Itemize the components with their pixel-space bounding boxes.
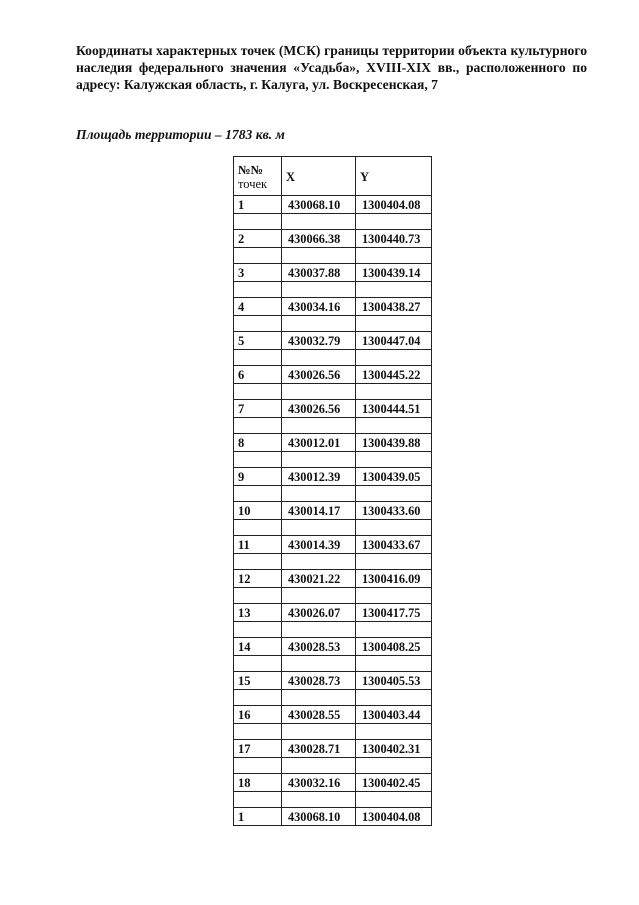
spacer-row — [234, 418, 432, 434]
empty-cell — [356, 316, 432, 332]
empty-cell — [234, 282, 282, 298]
y-coordinate-cell: 1300439.05 — [356, 468, 432, 486]
point-number-cell: 1 — [234, 808, 282, 826]
x-coordinate-cell: 430028.55 — [282, 706, 356, 724]
coordinates-table-body — [234, 157, 432, 826]
empty-cell — [282, 588, 356, 604]
spacer-row — [234, 282, 432, 298]
table-row — [234, 298, 432, 316]
empty-cell — [356, 792, 432, 808]
x-coordinate-cell: 430032.79 — [282, 332, 356, 350]
x-coordinate-cell: 430068.10 — [282, 196, 356, 214]
spacer-row — [234, 214, 432, 230]
empty-cell — [282, 724, 356, 740]
empty-cell — [282, 554, 356, 570]
empty-cell — [356, 248, 432, 264]
table-row — [234, 502, 432, 520]
empty-cell — [282, 622, 356, 638]
spacer-row — [234, 384, 432, 400]
table-row — [234, 230, 432, 248]
point-number-cell: 13 — [234, 604, 282, 622]
empty-cell — [356, 350, 432, 366]
point-number-cell: 1 — [234, 196, 282, 214]
empty-cell — [282, 248, 356, 264]
point-number-cell: 10 — [234, 502, 282, 520]
empty-cell — [234, 418, 282, 434]
empty-cell — [356, 214, 432, 230]
empty-cell — [356, 452, 432, 468]
table-row — [234, 638, 432, 656]
y-coordinate-cell: 1300403.44 — [356, 706, 432, 724]
y-coordinate-cell: 1300402.45 — [356, 774, 432, 792]
spacer-row — [234, 350, 432, 366]
table-row — [234, 536, 432, 554]
table-row — [234, 672, 432, 690]
empty-cell — [282, 418, 356, 434]
y-coordinate-cell: 1300438.27 — [356, 298, 432, 316]
x-coordinate-cell: 430028.71 — [282, 740, 356, 758]
empty-cell — [282, 486, 356, 502]
table-row — [234, 468, 432, 486]
y-coordinate-cell: 1300433.67 — [356, 536, 432, 554]
empty-cell — [234, 588, 282, 604]
point-number-cell: 5 — [234, 332, 282, 350]
table-row — [234, 604, 432, 622]
empty-cell — [282, 316, 356, 332]
point-number-cell: 9 — [234, 468, 282, 486]
y-coordinate-cell: 1300408.25 — [356, 638, 432, 656]
point-number-cell: 12 — [234, 570, 282, 588]
y-coordinate-cell: 1300439.88 — [356, 434, 432, 452]
x-coordinate-cell: 430028.73 — [282, 672, 356, 690]
spacer-row — [234, 690, 432, 706]
x-coordinate-cell: 430026.56 — [282, 366, 356, 384]
point-number-cell: 8 — [234, 434, 282, 452]
empty-cell — [356, 724, 432, 740]
spacer-row — [234, 792, 432, 808]
header-x: X — [282, 157, 356, 196]
x-coordinate-cell: 430014.17 — [282, 502, 356, 520]
empty-cell — [234, 792, 282, 808]
point-number-cell: 17 — [234, 740, 282, 758]
point-number-cell: 11 — [234, 536, 282, 554]
y-coordinate-cell: 1300417.75 — [356, 604, 432, 622]
empty-cell — [234, 690, 282, 706]
empty-cell — [234, 554, 282, 570]
spacer-row — [234, 486, 432, 502]
empty-cell — [234, 452, 282, 468]
empty-cell — [356, 282, 432, 298]
table-row — [234, 264, 432, 282]
empty-cell — [282, 690, 356, 706]
empty-cell — [356, 588, 432, 604]
header-point-number-line1: №№ — [238, 163, 264, 177]
header-point-number — [234, 157, 282, 196]
y-coordinate-cell: 1300416.09 — [356, 570, 432, 588]
y-coordinate-cell: 1300444.51 — [356, 400, 432, 418]
table-row — [234, 400, 432, 418]
point-number-cell: 7 — [234, 400, 282, 418]
point-number-cell: 18 — [234, 774, 282, 792]
x-coordinate-cell: 430021.22 — [282, 570, 356, 588]
empty-cell — [234, 486, 282, 502]
table-header-row — [234, 157, 432, 196]
empty-cell — [282, 384, 356, 400]
y-coordinate-cell: 1300433.60 — [356, 502, 432, 520]
empty-cell — [234, 724, 282, 740]
table-row — [234, 774, 432, 792]
y-coordinate-cell: 1300404.08 — [356, 196, 432, 214]
empty-cell — [234, 316, 282, 332]
table-row — [234, 740, 432, 758]
empty-cell — [282, 792, 356, 808]
empty-cell — [356, 656, 432, 672]
empty-cell — [234, 758, 282, 774]
header-y: Y — [356, 157, 432, 196]
spacer-row — [234, 248, 432, 264]
empty-cell — [356, 554, 432, 570]
empty-cell — [356, 622, 432, 638]
empty-cell — [282, 214, 356, 230]
point-number-cell: 2 — [234, 230, 282, 248]
empty-cell — [282, 758, 356, 774]
empty-cell — [234, 248, 282, 264]
x-coordinate-cell: 430014.39 — [282, 536, 356, 554]
spacer-row — [234, 656, 432, 672]
table-row — [234, 808, 432, 826]
x-coordinate-cell: 430068.10 — [282, 808, 356, 826]
point-number-cell: 14 — [234, 638, 282, 656]
territory-area: Площадь территории – 1783 кв. м — [76, 127, 285, 142]
table-row — [234, 366, 432, 384]
empty-cell — [234, 520, 282, 536]
table-row — [234, 570, 432, 588]
y-coordinate-cell: 1300405.53 — [356, 672, 432, 690]
spacer-row — [234, 758, 432, 774]
table-row — [234, 196, 432, 214]
y-coordinate-cell: 1300439.14 — [356, 264, 432, 282]
empty-cell — [282, 282, 356, 298]
empty-cell — [282, 350, 356, 366]
spacer-row — [234, 520, 432, 536]
spacer-row — [234, 588, 432, 604]
empty-cell — [234, 214, 282, 230]
spacer-row — [234, 316, 432, 332]
x-coordinate-cell: 430026.56 — [282, 400, 356, 418]
empty-cell — [234, 384, 282, 400]
empty-cell — [282, 452, 356, 468]
empty-cell — [356, 758, 432, 774]
point-number-cell: 15 — [234, 672, 282, 690]
y-coordinate-cell: 1300440.73 — [356, 230, 432, 248]
empty-cell — [234, 350, 282, 366]
x-coordinate-cell: 430066.38 — [282, 230, 356, 248]
table-row — [234, 434, 432, 452]
spacer-row — [234, 622, 432, 638]
x-coordinate-cell: 430012.01 — [282, 434, 356, 452]
table-row — [234, 332, 432, 350]
point-number-cell: 6 — [234, 366, 282, 384]
spacer-row — [234, 452, 432, 468]
x-coordinate-cell: 430037.88 — [282, 264, 356, 282]
document-heading: Координаты характерных точек (МСК) границы территории объекта культурного наследия федерального значения «Усадьба», XVIII-XIX вв., расположенного по адресу: Калужская область, г. Калуга, ул. Воскресенская, 7 — [76, 43, 587, 92]
spacer-row — [234, 554, 432, 570]
spacer-row — [234, 724, 432, 740]
x-coordinate-cell: 430026.07 — [282, 604, 356, 622]
point-number-cell: 3 — [234, 264, 282, 282]
x-coordinate-cell: 430032.16 — [282, 774, 356, 792]
empty-cell — [234, 622, 282, 638]
coordinates-table — [233, 156, 432, 826]
empty-cell — [234, 656, 282, 672]
y-coordinate-cell: 1300445.22 — [356, 366, 432, 384]
empty-cell — [282, 656, 356, 672]
x-coordinate-cell: 430034.16 — [282, 298, 356, 316]
empty-cell — [356, 520, 432, 536]
table-row — [234, 706, 432, 724]
empty-cell — [356, 418, 432, 434]
y-coordinate-cell: 1300404.08 — [356, 808, 432, 826]
empty-cell — [356, 690, 432, 706]
y-coordinate-cell: 1300402.31 — [356, 740, 432, 758]
header-point-number-line2: точек — [238, 177, 268, 191]
empty-cell — [282, 520, 356, 536]
point-number-cell: 4 — [234, 298, 282, 316]
empty-cell — [356, 384, 432, 400]
x-coordinate-cell: 430028.53 — [282, 638, 356, 656]
point-number-cell: 16 — [234, 706, 282, 724]
empty-cell — [356, 486, 432, 502]
x-coordinate-cell: 430012.39 — [282, 468, 356, 486]
y-coordinate-cell: 1300447.04 — [356, 332, 432, 350]
